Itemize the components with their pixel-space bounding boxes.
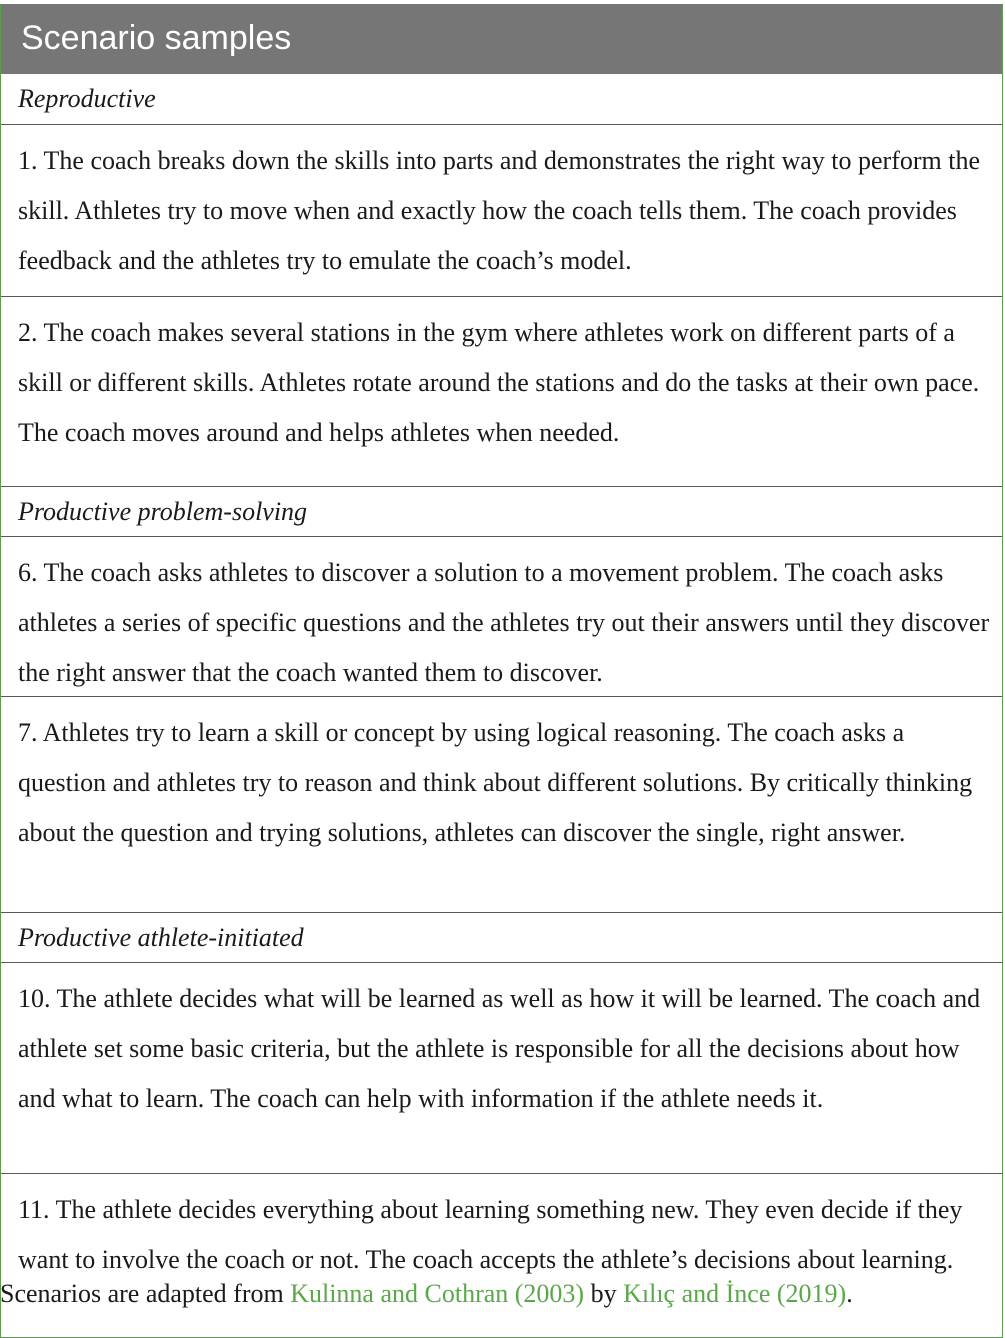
scenario-table (0, 4, 1003, 1338)
scenario-row-11: 11. The athlete decides everything about learning something new. They even decide if they want to involve the coach or not. The coach accepts the athlete’s decisions about learning. (1, 1173, 1002, 1337)
footnote-middle: by (584, 1279, 624, 1308)
footnote-suffix: . (846, 1279, 853, 1308)
category-row-reproductive: Reproductive (18, 84, 156, 113)
footnote-prefix: Scenarios are adapted from (0, 1279, 291, 1308)
scenario-row-10: 10. The athlete decides what will be learned as well as how it will be learned. The coach and athlete set some basic criteria, but the athlete is responsible for all the decisions about how and what to learn. The coach can help with information if the athlete needs it. (1, 962, 1002, 1173)
category-row-athlete-initiated: Productive athlete-initiated (1, 912, 1002, 962)
category-row-problem-solving: Productive problem-solving (1, 486, 1002, 536)
scenario-row-2: 2. The coach makes several stations in the gym where athletes work on different parts of a skill or different skills. Athletes rotate around the stations and do the tasks at their own pace. The coach moves around and helps athletes when needed. (1, 296, 1002, 486)
scenario-row-7: 7. Athletes try to learn a skill or concept by using logical reasoning. The coach asks a question and athletes try to reason and think about different solutions. By critically thinking about the question and trying solutions, athletes can discover the single, right answer. (1, 696, 1002, 912)
table-title: Scenario samples (1, 4, 1002, 74)
reference-link-kilic-ince[interactable]: Kılıç and İnce (2019) (623, 1279, 847, 1308)
scenario-row-6: 6. The coach asks athletes to discover a solution to a movement problem. The coach asks athletes a series of specific questions and the athletes try out their answers until they discover the right answer that the coach wanted them to discover. (1, 536, 1002, 696)
scenario-row-1: 1. The coach breaks down the skills into parts and demonstrates the right way to perform the skill. Athletes try to move when and exactly how the coach tells them. The coach provides feedback and the athletes try to emulate the coach’s model. (1, 124, 1002, 296)
reference-link-kulinna-cothran[interactable]: Kulinna and Cothran (2003) (290, 1279, 585, 1308)
table-footnote (0, 1272, 853, 1316)
